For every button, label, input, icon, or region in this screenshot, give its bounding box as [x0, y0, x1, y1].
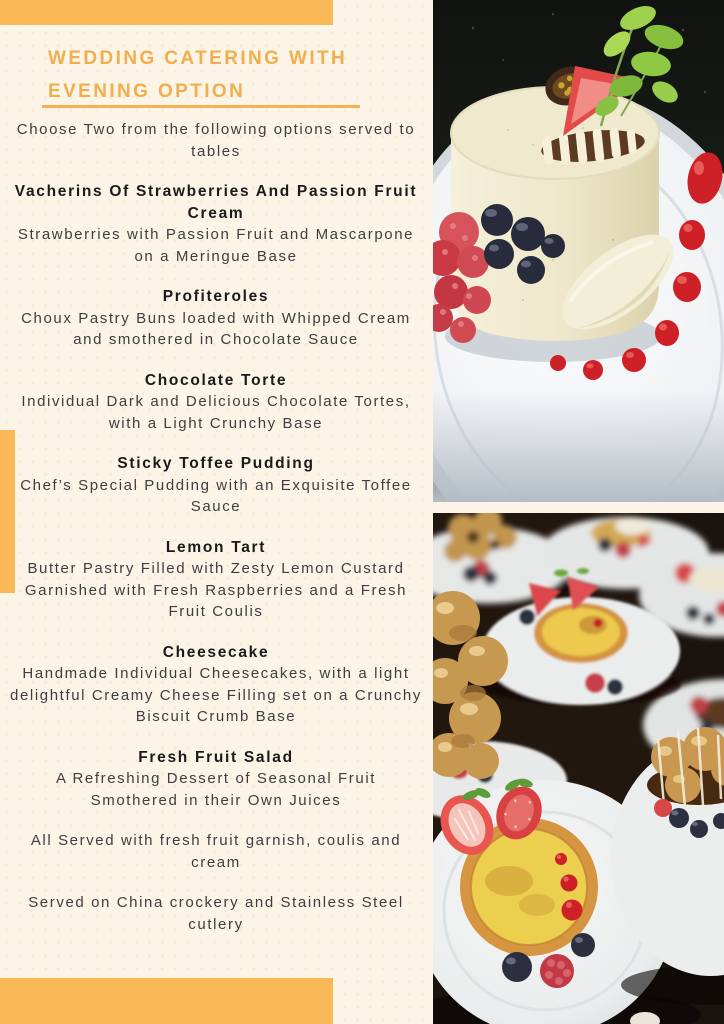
top-accent-bar: [0, 0, 333, 25]
menu-item-name: Lemon Tart: [165, 538, 267, 556]
menu-item-name: Cheesecake: [162, 643, 270, 661]
menu-item-description: Butter Pastry Filled with Zesty Lemon Custard Garnished with Fresh Raspberries and a Fresh Fruit Coulis: [24, 560, 408, 620]
menu-item-description: A Refreshing Dessert of Seasonal Fruit Smothered in their Own Juices: [55, 770, 377, 809]
menu-item-name: Fresh Fruit Salad: [138, 748, 294, 766]
menu-item-name: Profiteroles: [162, 288, 270, 305]
menu-item-description: Handmade Individual Cheesecakes, with a light delightful Creamy Cheese Filling set on a Crunchy Biscuit Crumb Base: [10, 665, 422, 725]
service-note: All Served with fresh fruit garnish, coulis and cream: [30, 832, 402, 871]
menu-item-name: Sticky Toffee Pudding: [117, 455, 315, 472]
service-note: Served on China crockery and Stainless Steel cutlery: [28, 894, 404, 933]
intro-text: Choose Two from the following options served to tables: [16, 121, 416, 160]
photo-dessert-buffet: [433, 513, 724, 1024]
menu-list: [10, 119, 422, 954]
menu-item-description: Choux Pastry Buns loaded with Whipped Cream and smothered in Chocolate Sauce: [21, 309, 411, 348]
menu-item: [10, 747, 422, 812]
dessert-buffet-illustration: [433, 513, 724, 1024]
menu-item-description: Chef’s Special Pudding with an Exquisite Toffee Sauce: [20, 476, 412, 515]
menu-item: [10, 286, 422, 351]
plated-dessert-illustration: [433, 0, 724, 502]
title-underline: [42, 105, 360, 108]
menu-item: [10, 642, 422, 728]
menu-item-name: Vacherins Of Strawberries And Passion Fruit Cream: [14, 183, 418, 222]
bottom-accent-bar: [0, 978, 333, 1024]
page-title: WEDDING CATERING WITH EVENING OPTION: [48, 48, 348, 102]
photo-plated-dessert: [433, 0, 724, 502]
menu-item-description: Individual Dark and Delicious Chocolate Tortes, with a Light Crunchy Base: [21, 393, 411, 432]
menu-item-name: Chocolate Torte: [144, 371, 288, 389]
menu-item: [10, 537, 422, 623]
menu-item-description: Strawberries with Passion Fruit and Mascarpone on a Meringue Base: [17, 226, 415, 265]
menu-item: [10, 370, 422, 435]
menu-item: [10, 181, 422, 267]
menu-item: [10, 453, 422, 518]
